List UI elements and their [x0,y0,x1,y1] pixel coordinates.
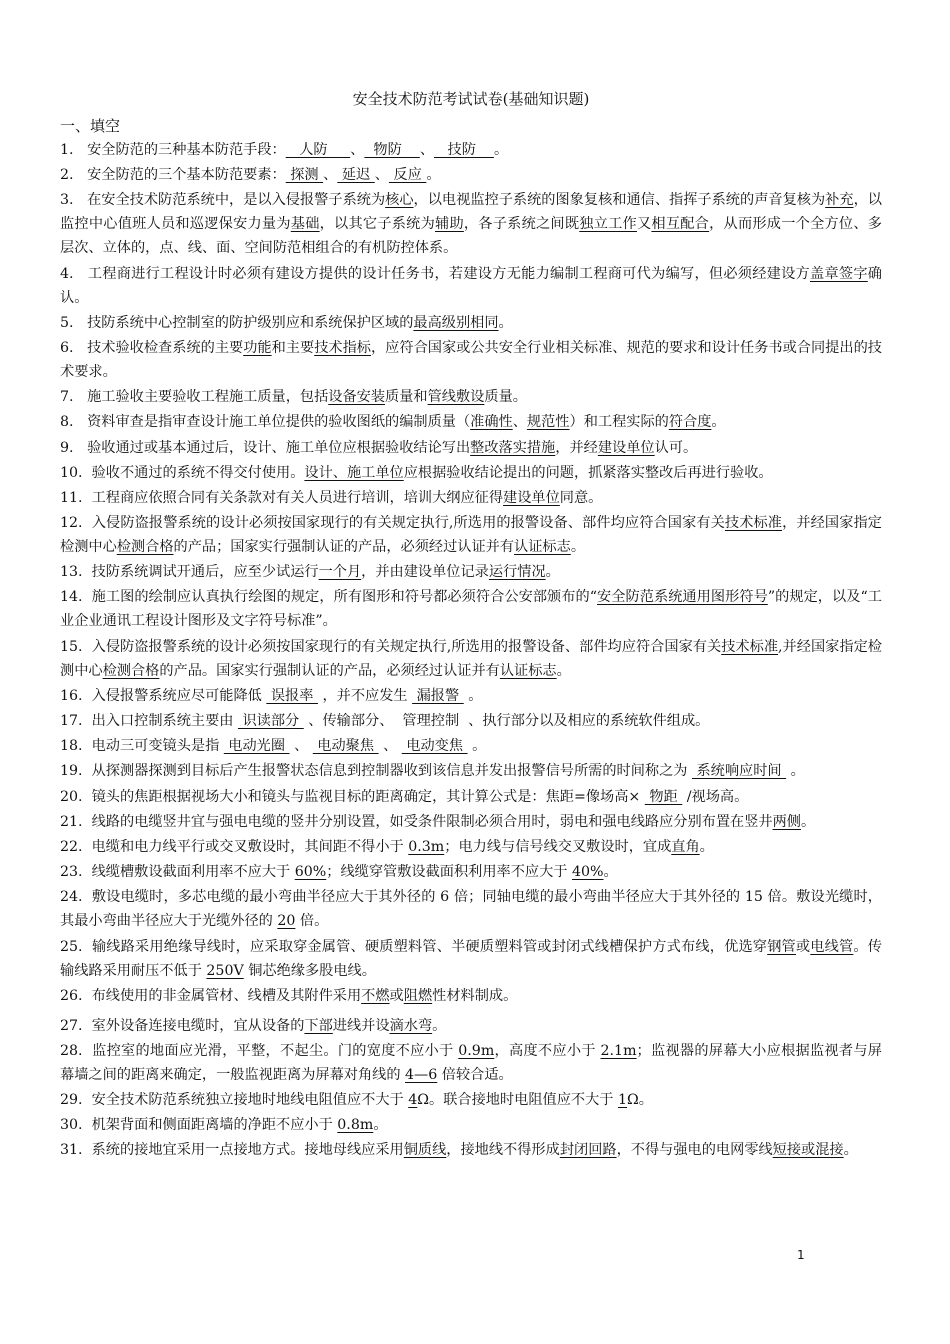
question-text: 。 [570,539,586,556]
question-text: ，以其它子系统为 [319,216,436,233]
question-text: 或 [795,938,811,955]
question-text: 27. 室外设备连接电缆时，宜从设备的 [60,1017,305,1034]
answer-blank: 符合度 [668,414,712,431]
question-text: 。 [498,314,513,331]
answer-blank: 独立工作 [579,216,637,233]
answer-blank: 运行情况 [488,564,546,581]
question-text: ，并不应发生 [317,687,413,704]
question-text: ；电力线与信号线交叉敷设时，宜成 [444,838,672,855]
question-text: /视场高。 [682,788,749,805]
answer-blank: 安全防范系统通用图形符号 [597,589,768,606]
question-text: 。 [699,838,714,855]
document-page [60,86,882,1164]
answer-blank: 整改落实措施 [470,439,556,456]
answer-blank: 短接或混接 [772,1142,844,1159]
answer-blank: 检测合格 [102,662,160,679]
answer-blank: 电动变焦 [401,738,468,755]
question-item [60,1014,882,1038]
question-text: ，不得与强电的电网零线 [616,1142,773,1159]
answer-blank: 两侧 [772,813,801,830]
question-item [60,336,882,384]
question-text: 。 [426,167,441,184]
answer-blank: 延迟 [337,167,375,184]
answer-blank: 一个月 [318,564,362,581]
answer-blank: 设计、施工单位 [304,464,404,481]
answer-blank: 1 [617,1092,628,1109]
question-text: 。 [603,864,618,881]
question-item [60,635,882,683]
answer-blank: 建设单位 [597,439,655,456]
question-item [60,585,882,633]
answer-blank: 铜质线 [403,1142,447,1159]
question-text: 或 [389,987,404,1004]
answer-blank: 探测 [285,167,324,184]
question-item [60,709,882,733]
answer-blank: 60% [294,864,327,881]
question-text: 。 [373,1117,388,1134]
answer-blank: 人防 [285,142,351,158]
question-text: 确认。 [60,265,882,306]
question-item [60,163,882,187]
question-item [60,734,882,758]
question-item [60,759,882,783]
question-text: ；监视器的屏幕大小应根据监视者与屏幕墙之间的距离来确定，一般监视距离为屏幕对角线的 [60,1042,882,1083]
answer-blank: 物防 [364,142,420,158]
question-text: 、传输部分、 管理控制 、执行部分以及相应的系统软件组成。 [303,713,710,729]
question-text: 22. 电缆和电力线平行或交叉敷设时，其间距不得小于 [60,838,409,855]
question-item [60,835,882,859]
question-text: 11. 工程商应依照合同有关条款对有关人员进行培训，培训大纲应征得 [60,489,504,506]
answer-blank: 功能 [243,339,272,356]
question-text: 、 [289,738,313,755]
question-item [60,461,882,485]
question-text: ，各子系统之间既 [463,216,580,233]
answer-blank: 误报率 [266,687,318,704]
answer-blank: 直角 [671,838,700,855]
question-text: 。 [711,414,726,431]
question-item [60,810,882,834]
answer-blank: 识读部分 [237,713,304,729]
question-text: 4. 工程商进行工程设计时必须有建设方提供的设计任务书，若建设方无能力编制工程商可代为编写，但必须经建设方 [60,265,810,282]
question-text: 2. 安全防范的三个基本防范要素： [60,167,286,184]
question-text: 24. 敷设电缆时，多芯电缆的最小弯曲半径应大于其外径的 6 倍；同轴电缆的最小弯曲半径应大于其外径的 15 倍。敷设光缆时，其最小弯曲半径应大于光缆外径的 [60,889,882,930]
question-text: Ω。联合接地时电阻值应不大于 [417,1092,618,1109]
question-text: 铜芯绝缘多股电线。 [243,962,376,979]
question-text: 。传输线路采用耐压不低于 [60,938,882,979]
question-text: 31. 系统的接地宜采用一点接地方式。接地母线应采用 [60,1142,404,1159]
answer-blank: 反应 [388,167,427,184]
question-item [60,1113,882,1137]
question-text: ，并由建设单位记录 [361,564,489,581]
question-text: ,并经国家指定检测中心 [60,638,882,679]
answer-blank: 技防 [434,142,494,158]
answer-blank: 认证标志 [514,539,571,556]
answer-blank: 辅助 [435,216,464,233]
answer-blank: 相互配合 [651,216,710,233]
question-text: ，以电视监控子系统的图象复核和通信、指挥子系统的声音复核为 [413,192,826,209]
question-text: 和主要 [271,339,315,356]
question-item [60,560,882,584]
question-text: ，接地线不得形成 [446,1142,560,1159]
question-text: 28. 监控室的地面应光滑，平整，不起尘。门的宽度不应小于 [60,1042,459,1059]
question-text: 10. 验收不通过的系统不得交付使用。 [60,464,305,481]
question-item [60,311,882,335]
answer-blank: 0.9m [458,1042,495,1059]
question-text: 。 [432,1017,447,1034]
question-text: 。 [493,142,509,158]
answer-blank: 漏报警 [412,687,464,704]
answer-blank: 0.3m [408,838,445,855]
question-text: ，应符合国家或公共安全行业相关标准、规范的要求和设计任务书或合同提出的技术要求。 [60,339,882,380]
question-item [60,385,882,409]
answer-blank: 阻燃 [403,987,433,1004]
question-list [60,138,882,1162]
question-item [60,188,882,260]
question-text: 15. 入侵防盗报警系统的设计必须按国家现行的有关规定执行,所选用的报警设备、部件均应符合国家有关 [60,638,722,655]
question-text: 。 [556,662,571,679]
question-item [60,1088,882,1112]
question-text: 19. 从探测器探测到目标后产生报警状态信息到控制器收到该信息并发出报警信号所需的时间称之为 [60,763,692,780]
question-text: 、 [374,167,389,184]
question-text: 同意。 [559,489,603,506]
question-text: 8. 资料审查是指审查设计施工单位提供的验收图纸的编制质量（ [60,414,471,431]
question-text: ）和工程实际的 [569,414,669,431]
answer-blank: 技术标准 [721,638,779,655]
question-text: 应根据验收结论提出的问题，抓紧落实整改后再进行验收。 [403,464,773,481]
question-text: ；线缆穿管敷设截面积利用率不应大于 [326,864,572,881]
answer-blank: 规范性 [526,414,570,431]
answer-blank: 0.8m [337,1117,374,1134]
question-text: 、 [419,142,435,158]
answer-blank: 滴水弯 [389,1017,433,1034]
page-number: 1 [797,1248,805,1262]
answer-blank: 物距 [644,788,683,805]
answer-blank: 盖章签字 [810,265,868,282]
question-item [60,935,882,983]
question-item [60,984,882,1008]
question-text: 。 [786,763,805,780]
question-text: ，以监控中心值班人员和巡逻保安力量为 [60,192,882,233]
answer-blank: 不燃 [361,987,390,1004]
question-text: 6. 技术验收检查系统的主要 [60,339,244,356]
answer-blank: 250V [206,962,244,979]
question-text: 13. 技防系统调试开通后，应至少试运行 [60,564,319,581]
question-text: 。 [545,564,560,581]
answer-blank: 4 [408,1092,418,1109]
question-item [60,511,882,559]
answer-blank: 电线管 [810,938,854,955]
question-text: 3. 在安全技术防范系统中，是以入侵报警子系统为 [60,192,386,209]
question-text: 的产品；国家实行强制认证的产品，必须经过认证并有 [173,539,515,556]
question-text: 。 [843,1142,858,1159]
question-text: 20. 镜头的焦距根据视场大小和镜头与监视目标的距离确定，其计算公式是：焦距=像场高× [60,788,645,805]
answer-blank: 核心 [385,192,414,209]
question-text: 17. 出入口控制系统主要由 [60,713,238,729]
answer-blank: 基础 [290,216,320,233]
question-text: ，并经 [555,439,598,456]
question-text: 质量和 [385,389,428,406]
section-heading: 一、填空 [60,117,121,135]
answer-blank: 40% [571,864,604,881]
answer-blank: 认证标志 [499,662,557,679]
answer-blank: 技术指标 [314,339,371,356]
question-text: 16. 入侵报警系统应尽可能降低 [60,687,267,704]
question-text: 26. 布线使用的非金属管材、线槽及其附件采用 [60,987,362,1004]
answer-blank: 4—6 [405,1066,438,1083]
question-text: 。 [467,738,487,755]
question-text: ”的规定，以及“工业企业通讯工程设计图形及文字符号标准”。 [60,589,882,630]
question-text: 、 [323,167,338,184]
question-text: 倍较合适。 [437,1066,513,1083]
question-text: 29. 安全技术防范系统独立接地时地线电阻值应不大于 [60,1092,409,1109]
question-text: 、 [512,414,527,431]
question-text: 25. 输线路采用绝缘导线时，应采取穿金属管、硬质塑料管、半硬质塑料管或封闭式线槽保护方式布线，优选穿 [60,938,768,955]
question-text: 的产品。国家实行强制认证的产品，必须经过认证并有 [159,662,500,679]
question-item [60,684,882,708]
question-text: Ω。 [627,1092,653,1109]
answer-blank: 2.1m [600,1042,637,1059]
answer-blank: 建设单位 [503,489,560,506]
question-text: 。 [800,813,816,830]
question-text: 5. 技防系统中心控制室的防护级别应和系统保护区域的 [60,314,414,331]
answer-blank: 下部 [304,1017,333,1034]
question-text: 7. 施工验收主要验收工程施工质量，包括 [60,389,329,406]
question-item [60,885,882,933]
question-text: 9. 验收通过或基本通过后，设计、施工单位应根据验收结论写出 [60,439,471,456]
question-text: 倍。 [295,913,329,930]
question-text: 、 [378,738,402,755]
question-item [60,410,882,434]
answer-blank: 技术标准 [724,515,783,532]
question-text: 23. 线缆槽敷设截面利用率不应大于 [60,864,295,881]
answer-blank: 补充 [825,192,854,209]
question-text: 性材料制成。 [432,987,518,1004]
question-item [60,436,882,460]
question-text: ，高度不应小于 [494,1042,601,1059]
question-text: 认可。 [654,439,698,456]
question-text: 质量。 [484,389,527,406]
document-title: 安全技术防范考试试卷(基础知识题) [352,90,590,108]
answer-blank: 准确性 [470,414,513,431]
answer-blank: 钢管 [767,938,796,955]
question-item [60,486,882,510]
question-item [60,1138,882,1162]
question-text: 14. 施工图的绘制应认真执行绘图的规定，所有图形和符号都必须符合公安部颁布的“ [60,589,597,606]
question-text: ，并经国家指定检测中心 [60,515,882,556]
question-text: 、 [350,142,365,158]
answer-blank: 电动聚焦 [312,738,379,755]
answer-blank: 电动光圈 [223,738,290,755]
question-text: 1. 安全防范的三种基本防范手段： [60,142,286,158]
question-item [60,138,882,162]
question-item [60,860,882,884]
question-text: 12. 入侵防盗报警系统的设计必须按国家现行的有关规定执行,所选用的报警设备、部件均应符合国家有关 [60,515,725,532]
answer-blank: 最高级别相同 [413,314,499,331]
answer-blank: 系统响应时间 [691,763,787,780]
question-text: 进线并设 [332,1017,390,1034]
question-text: 。 [463,687,483,704]
question-item [60,1039,882,1087]
answer-blank: 20 [277,913,296,930]
question-text: 21. 线路的电缆竖井宜与强电电缆的竖井分别设置，如受条件限制必须合用时，弱电和强电线路应分别布置在竖井 [60,813,773,830]
answer-blank: 管线敷设 [427,389,485,406]
question-item [60,262,882,310]
question-item [60,785,882,809]
answer-blank: 检测合格 [116,539,174,556]
question-text: 18. 电动三可变镜头是指 [60,738,224,755]
answer-blank: 封闭回路 [559,1142,617,1159]
question-text: ，从而形成一个全方位、多层次、立体的，点、线、面、空间防范相组合的有机防控体系。 [60,216,882,257]
question-text: 30. 机架背面和侧面距离墙的净距不应小于 [60,1117,338,1134]
question-text: 又 [636,216,652,233]
answer-blank: 设备安装 [328,389,386,406]
